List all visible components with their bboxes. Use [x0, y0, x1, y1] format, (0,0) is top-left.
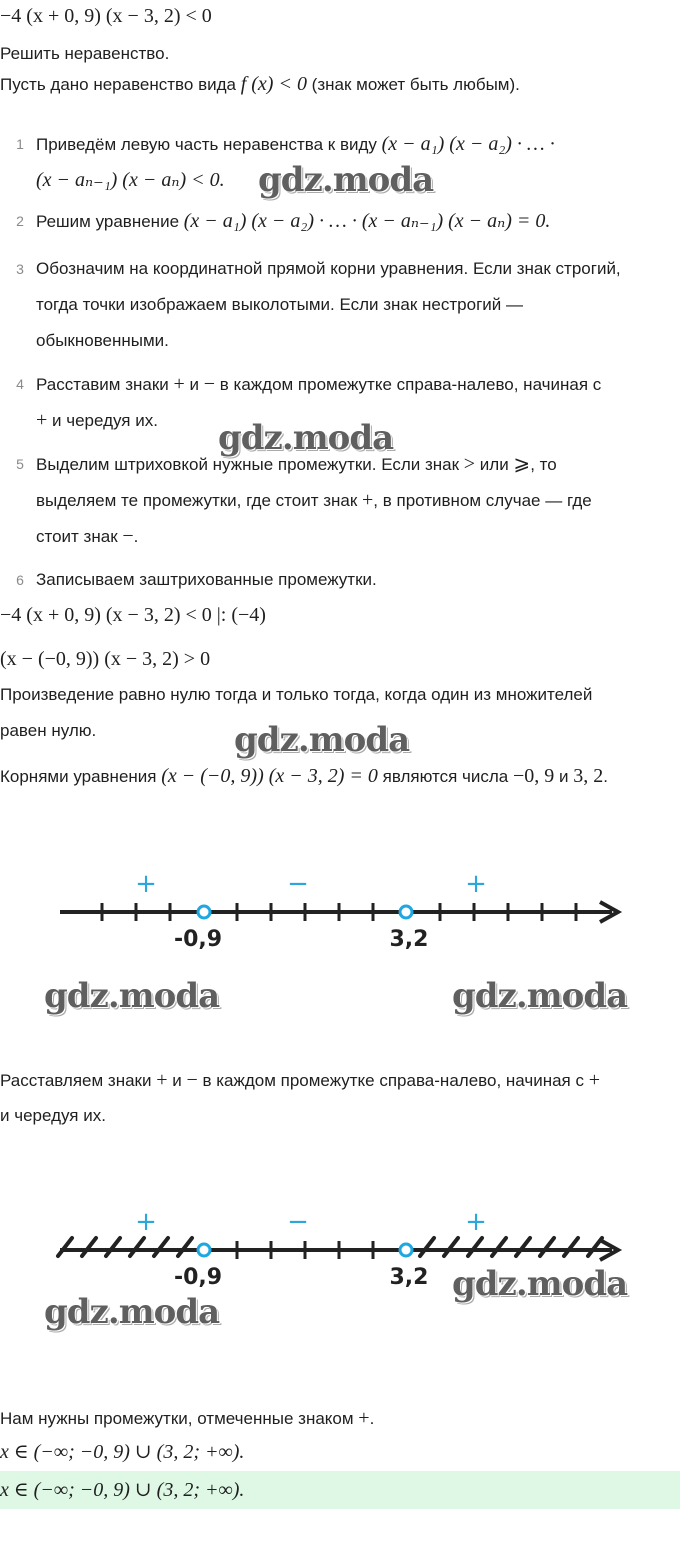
- step-text: Выделим штриховкой нужные промежутки. Если знак: [36, 455, 464, 474]
- result-expression: x ∈ (−∞; −0, 9) ∪ (3, 2; +∞).: [0, 1441, 245, 1463]
- plus-sign: +: [362, 489, 374, 511]
- point-root-1: [198, 1244, 210, 1256]
- signs-text-1: [0, 1068, 600, 1093]
- step-number: 2: [16, 213, 24, 229]
- roots-mid: являются числа: [377, 767, 513, 786]
- step-number: 5: [16, 456, 24, 472]
- roots-text: [0, 764, 608, 789]
- need-intervals-text: [0, 1406, 374, 1431]
- watermark-logo: gdz.moda: [234, 720, 410, 760]
- intro-before: Пусть дано неравенство вида: [0, 75, 241, 94]
- signs-text-part: в каждом промежутке справа-налево, начиная с: [197, 1071, 589, 1090]
- point-label-1: -0,9: [173, 927, 223, 952]
- zero-product-text-1: Произведение равно нулю тогда и только тогда, когда один из множителей: [0, 685, 593, 704]
- step-text: и: [184, 375, 204, 394]
- step-text: тогда точки изображаем выколотыми. Если знак нестрогий —: [36, 295, 523, 314]
- plus-sign: +: [36, 409, 48, 431]
- hatching-right: [420, 1238, 602, 1256]
- header-expression: −4 (x + 0, 9) (x − 3, 2) < 0: [0, 5, 212, 27]
- plus-sign: +: [173, 373, 185, 395]
- step-math: (x − a₁) (x − a₂) · … ·: [381, 133, 555, 155]
- point-root-1: [198, 906, 210, 918]
- signs-text-part: и: [167, 1071, 187, 1090]
- roots-equation: (x − (−0, 9)) (x − 3, 2) = 0: [161, 765, 378, 787]
- plus-sign: +: [588, 1069, 600, 1091]
- step-text: обыкновенными.: [36, 331, 169, 350]
- sign-interval-1: +: [135, 1207, 157, 1237]
- watermark-logo: gdz.moda: [452, 1264, 628, 1304]
- watermark-logo: gdz.moda: [218, 418, 394, 458]
- step-text: Расставим знаки: [36, 375, 174, 394]
- root-1: −0, 9: [512, 765, 555, 787]
- point-label-2: 3,2: [389, 927, 429, 952]
- need-after: .: [369, 1409, 375, 1428]
- watermark-logo: gdz.moda: [258, 160, 434, 200]
- need-before: Нам нужны промежутки, отмеченные знаком: [0, 1409, 359, 1428]
- signs-text-part: Расставляем знаки: [0, 1071, 157, 1090]
- step-number: 3: [16, 261, 24, 277]
- hatching-left: [58, 1238, 192, 1256]
- signs-text-2: и чередуя их.: [0, 1106, 106, 1125]
- answer-expression: x ∈ (−∞; −0, 9) ∪ (3, 2; +∞).: [0, 1479, 245, 1501]
- watermark-logo: gdz.moda: [44, 976, 220, 1016]
- step-math: (x − a₁) (x − a₂) · … · (x − aₙ₋₁) (x − aₙ) = 0.: [183, 210, 551, 232]
- intro-after: (знак может быть любым).: [306, 75, 520, 94]
- point-root-2: [400, 906, 412, 918]
- roots-before: Корнями уравнения: [0, 767, 162, 786]
- sign-interval-3: +: [465, 1207, 487, 1237]
- step-text: стоит знак: [36, 527, 123, 546]
- step-text: Приведём левую часть неравенства к виду: [36, 135, 382, 154]
- step-text: и чередуя их.: [47, 411, 158, 430]
- task-title: Решить неравенство.: [0, 44, 170, 63]
- sign-interval-3: +: [465, 869, 487, 899]
- step-math: (x − aₙ₋₁) (x − aₙ) < 0.: [36, 169, 225, 191]
- answer-box: [0, 1471, 680, 1509]
- step-number: 6: [16, 572, 24, 588]
- calc-line-1: −4 (x + 0, 9) (x − 3, 2) < 0 |: (−4): [0, 604, 266, 626]
- minus-sign: −: [122, 525, 134, 547]
- step-number: 1: [16, 136, 24, 152]
- greater-sign: >: [463, 453, 476, 475]
- number-line-1: [0, 870, 680, 950]
- sign-interval-2: −: [287, 1207, 309, 1237]
- intro-math: f (x) < 0: [240, 73, 307, 95]
- step-text: в каждом промежутке справа-налево, начиная с: [215, 375, 602, 394]
- plus-sign: +: [358, 1407, 370, 1429]
- point-label-1: -0,9: [173, 1265, 223, 1290]
- step-number: 4: [16, 376, 24, 392]
- minus-sign: −: [186, 1069, 198, 1091]
- step-text: Записываем заштрихованные промежутки.: [36, 570, 377, 589]
- sign-interval-1: +: [135, 869, 157, 899]
- point-root-2: [400, 1244, 412, 1256]
- step-text: Решим уравнение: [36, 212, 184, 231]
- step-text: , в противном случае — где: [373, 491, 592, 510]
- calc-line-2: (x − (−0, 9)) (x − 3, 2) > 0: [0, 648, 211, 670]
- minus-sign: −: [203, 373, 216, 395]
- roots-end: .: [603, 767, 608, 786]
- plus-sign: +: [156, 1069, 168, 1091]
- step-text: .: [133, 527, 139, 546]
- zero-product-text-2: равен нулю.: [0, 721, 97, 740]
- sign-interval-2: −: [287, 869, 309, 899]
- step-text: или: [475, 455, 514, 474]
- roots-and: и: [554, 767, 574, 786]
- watermark-logo: gdz.moda: [452, 976, 628, 1016]
- point-label-2: 3,2: [389, 1265, 429, 1290]
- intro-text: [0, 72, 520, 97]
- step-text: Обозначим на координатной прямой корни уравнения. Если знак строгий,: [36, 259, 621, 278]
- step-text: выделяем те промежутки, где стоит знак: [36, 491, 363, 510]
- watermark-logo: gdz.moda: [44, 1292, 220, 1332]
- step-text: , то: [530, 455, 557, 474]
- root-2: 3, 2: [573, 765, 604, 787]
- greater-equal-sign: ⩾: [513, 453, 531, 475]
